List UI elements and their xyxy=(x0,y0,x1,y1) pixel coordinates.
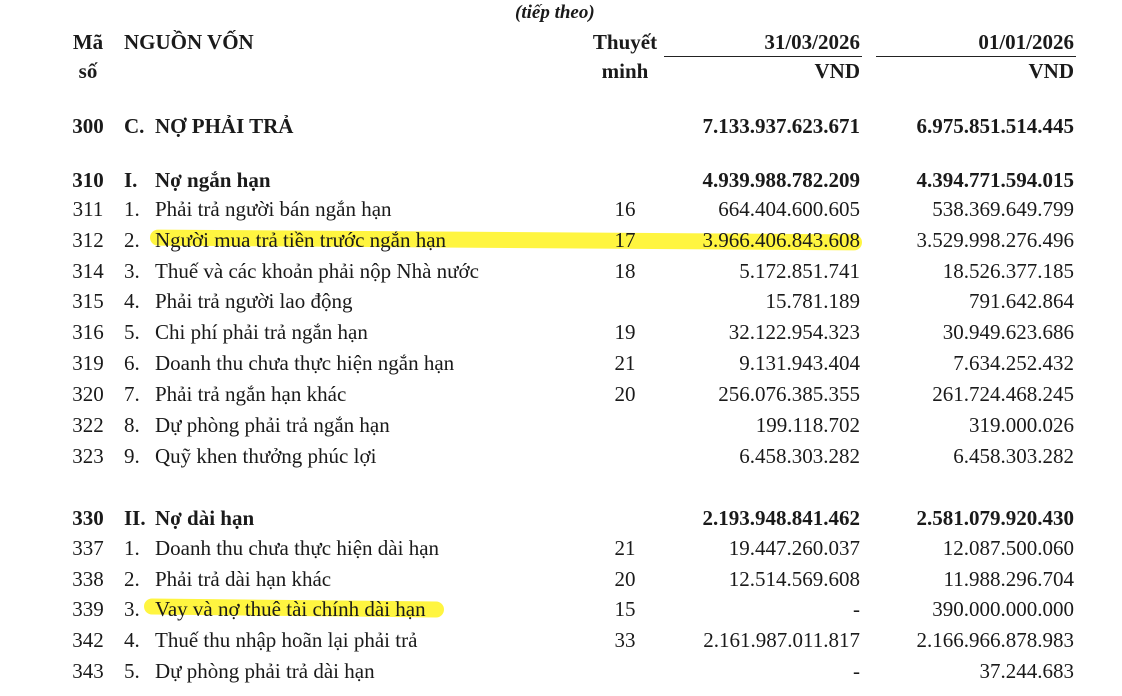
row-prefix: 7. xyxy=(124,382,140,406)
row-label: Phải trả người bán ngắn hạn xyxy=(155,197,392,221)
row-note: 20 xyxy=(614,382,636,406)
row-value-31-03-2026: 12.514.569.608 xyxy=(728,567,860,591)
row-note: 17 xyxy=(614,228,636,252)
row-value-31-03-2026: 32.122.954.323 xyxy=(728,320,860,344)
row-code: 330 xyxy=(72,506,104,530)
row-value-31-03-2026: 9.131.943.404 xyxy=(739,351,860,375)
row-code: 315 xyxy=(72,289,104,313)
row-value-01-01-2026: 6.975.851.514.445 xyxy=(916,114,1074,138)
row-label: Thuế thu nhập hoãn lại phải trả xyxy=(155,628,418,652)
header-date1: 31/03/2026 xyxy=(764,30,860,54)
row-prefix: 1. xyxy=(124,536,140,560)
row-value-01-01-2026: 6.458.303.282 xyxy=(953,444,1074,468)
row-value-01-01-2026: 12.087.500.060 xyxy=(942,536,1074,560)
row-prefix: I. xyxy=(124,168,138,192)
row-value-31-03-2026: 7.133.937.623.671 xyxy=(702,114,860,138)
row-value-01-01-2026: 2.581.079.920.430 xyxy=(916,506,1074,530)
row-label: Phải trả người lao động xyxy=(155,289,353,313)
row-value-01-01-2026: 319.000.026 xyxy=(969,413,1074,437)
row-note: 15 xyxy=(614,597,636,621)
row-label: Chi phí phải trả ngắn hạn xyxy=(155,320,368,344)
row-code: 311 xyxy=(72,197,104,221)
row-value-31-03-2026: - xyxy=(853,597,860,621)
row-value-01-01-2026: 390.000.000.000 xyxy=(932,597,1074,621)
header-source: NGUỒN VỐN xyxy=(124,30,254,54)
header-date2: 01/01/2026 xyxy=(978,30,1074,54)
row-code: 339 xyxy=(72,597,104,621)
row-note: 33 xyxy=(614,628,636,652)
row-code: 316 xyxy=(72,320,104,344)
continued-label: (tiếp theo) xyxy=(515,2,595,23)
row-code: 323 xyxy=(72,444,104,468)
row-value-01-01-2026: 2.166.966.878.983 xyxy=(916,628,1074,652)
row-prefix: 5. xyxy=(124,659,140,683)
row-prefix: 3. xyxy=(124,597,140,621)
row-label: Phải trả ngắn hạn khác xyxy=(155,382,347,406)
row-prefix: C. xyxy=(124,114,145,138)
row-value-31-03-2026: 2.193.948.841.462 xyxy=(702,506,860,530)
row-code: 300 xyxy=(72,114,104,138)
row-prefix: II. xyxy=(124,506,146,530)
row-prefix: 3. xyxy=(124,259,140,283)
row-value-31-03-2026: 15.781.189 xyxy=(765,289,860,313)
header-currency2: VND xyxy=(1028,59,1074,83)
row-code: 337 xyxy=(72,536,104,560)
row-prefix: 5. xyxy=(124,320,140,344)
row-value-31-03-2026: 6.458.303.282 xyxy=(739,444,860,468)
header-rule-1 xyxy=(664,56,862,57)
header-note-line2: minh xyxy=(601,59,649,83)
row-prefix: 6. xyxy=(124,351,140,375)
row-prefix: 9. xyxy=(124,444,140,468)
row-prefix: 1. xyxy=(124,197,140,221)
row-value-31-03-2026: - xyxy=(853,659,860,683)
row-prefix: 4. xyxy=(124,628,140,652)
row-code: 312 xyxy=(72,228,104,252)
header-code-line1: Mã xyxy=(72,30,104,54)
row-value-01-01-2026: 261.724.468.245 xyxy=(932,382,1074,406)
row-prefix: 2. xyxy=(124,228,140,252)
row-value-01-01-2026: 538.369.649.799 xyxy=(932,197,1074,221)
row-code: 319 xyxy=(72,351,104,375)
row-label: Phải trả dài hạn khác xyxy=(155,567,332,591)
row-code: 314 xyxy=(72,259,104,283)
row-code: 322 xyxy=(72,413,104,437)
row-value-01-01-2026: 18.526.377.185 xyxy=(942,259,1074,283)
row-value-31-03-2026: 199.118.702 xyxy=(755,413,860,437)
row-value-31-03-2026: 256.076.385.355 xyxy=(718,382,860,406)
row-label: Doanh thu chưa thực hiện ngắn hạn xyxy=(155,351,455,375)
row-label: Thuế và các khoản phải nộp Nhà nước xyxy=(155,259,479,283)
row-note: 18 xyxy=(614,259,636,283)
row-value-01-01-2026: 11.988.296.704 xyxy=(943,567,1074,591)
row-value-01-01-2026: 791.642.864 xyxy=(969,289,1074,313)
row-value-31-03-2026: 4.939.988.782.209 xyxy=(702,168,860,192)
header-currency1: VND xyxy=(814,59,860,83)
row-label: Nợ ngắn hạn xyxy=(155,168,271,192)
row-label: NỢ PHẢI TRẢ xyxy=(155,114,294,138)
row-value-31-03-2026: 664.404.600.605 xyxy=(718,197,860,221)
row-note: 19 xyxy=(614,320,636,344)
header-note-line1: Thuyết xyxy=(592,30,658,54)
row-label: Quỹ khen thưởng phúc lợi xyxy=(155,444,377,468)
row-code: 342 xyxy=(72,628,104,652)
header-code-line2: số xyxy=(78,59,98,83)
row-code: 320 xyxy=(72,382,104,406)
row-value-01-01-2026: 37.244.683 xyxy=(979,659,1074,683)
row-label: Dự phòng phải trả dài hạn xyxy=(155,659,375,683)
row-label: Doanh thu chưa thực hiện dài hạn xyxy=(155,536,440,560)
row-label: Dự phòng phải trả ngắn hạn xyxy=(155,413,390,437)
row-prefix: 8. xyxy=(124,413,140,437)
row-code: 338 xyxy=(72,567,104,591)
row-note: 16 xyxy=(614,197,636,221)
row-code: 310 xyxy=(72,168,104,192)
row-note: 20 xyxy=(614,567,636,591)
row-value-31-03-2026: 2.161.987.011.817 xyxy=(703,628,860,652)
row-note: 21 xyxy=(614,351,636,375)
row-prefix: 2. xyxy=(124,567,140,591)
row-value-01-01-2026: 30.949.623.686 xyxy=(942,320,1074,344)
row-code: 343 xyxy=(72,659,104,683)
row-note: 21 xyxy=(614,536,636,560)
row-label: Vay và nợ thuê tài chính dài hạn xyxy=(155,597,426,621)
row-label: Nợ dài hạn xyxy=(155,506,255,530)
row-prefix: 4. xyxy=(124,289,140,313)
row-value-31-03-2026: 5.172.851.741 xyxy=(739,259,860,283)
row-value-01-01-2026: 4.394.771.594.015 xyxy=(916,168,1074,192)
row-value-01-01-2026: 7.634.252.432 xyxy=(953,351,1074,375)
row-label: Người mua trả tiền trước ngắn hạn xyxy=(155,228,447,252)
row-value-31-03-2026: 19.447.260.037 xyxy=(728,536,860,560)
header-rule-2 xyxy=(876,56,1076,57)
row-value-01-01-2026: 3.529.998.276.496 xyxy=(916,228,1074,252)
row-value-31-03-2026: 3.966.406.843.608 xyxy=(702,228,860,252)
